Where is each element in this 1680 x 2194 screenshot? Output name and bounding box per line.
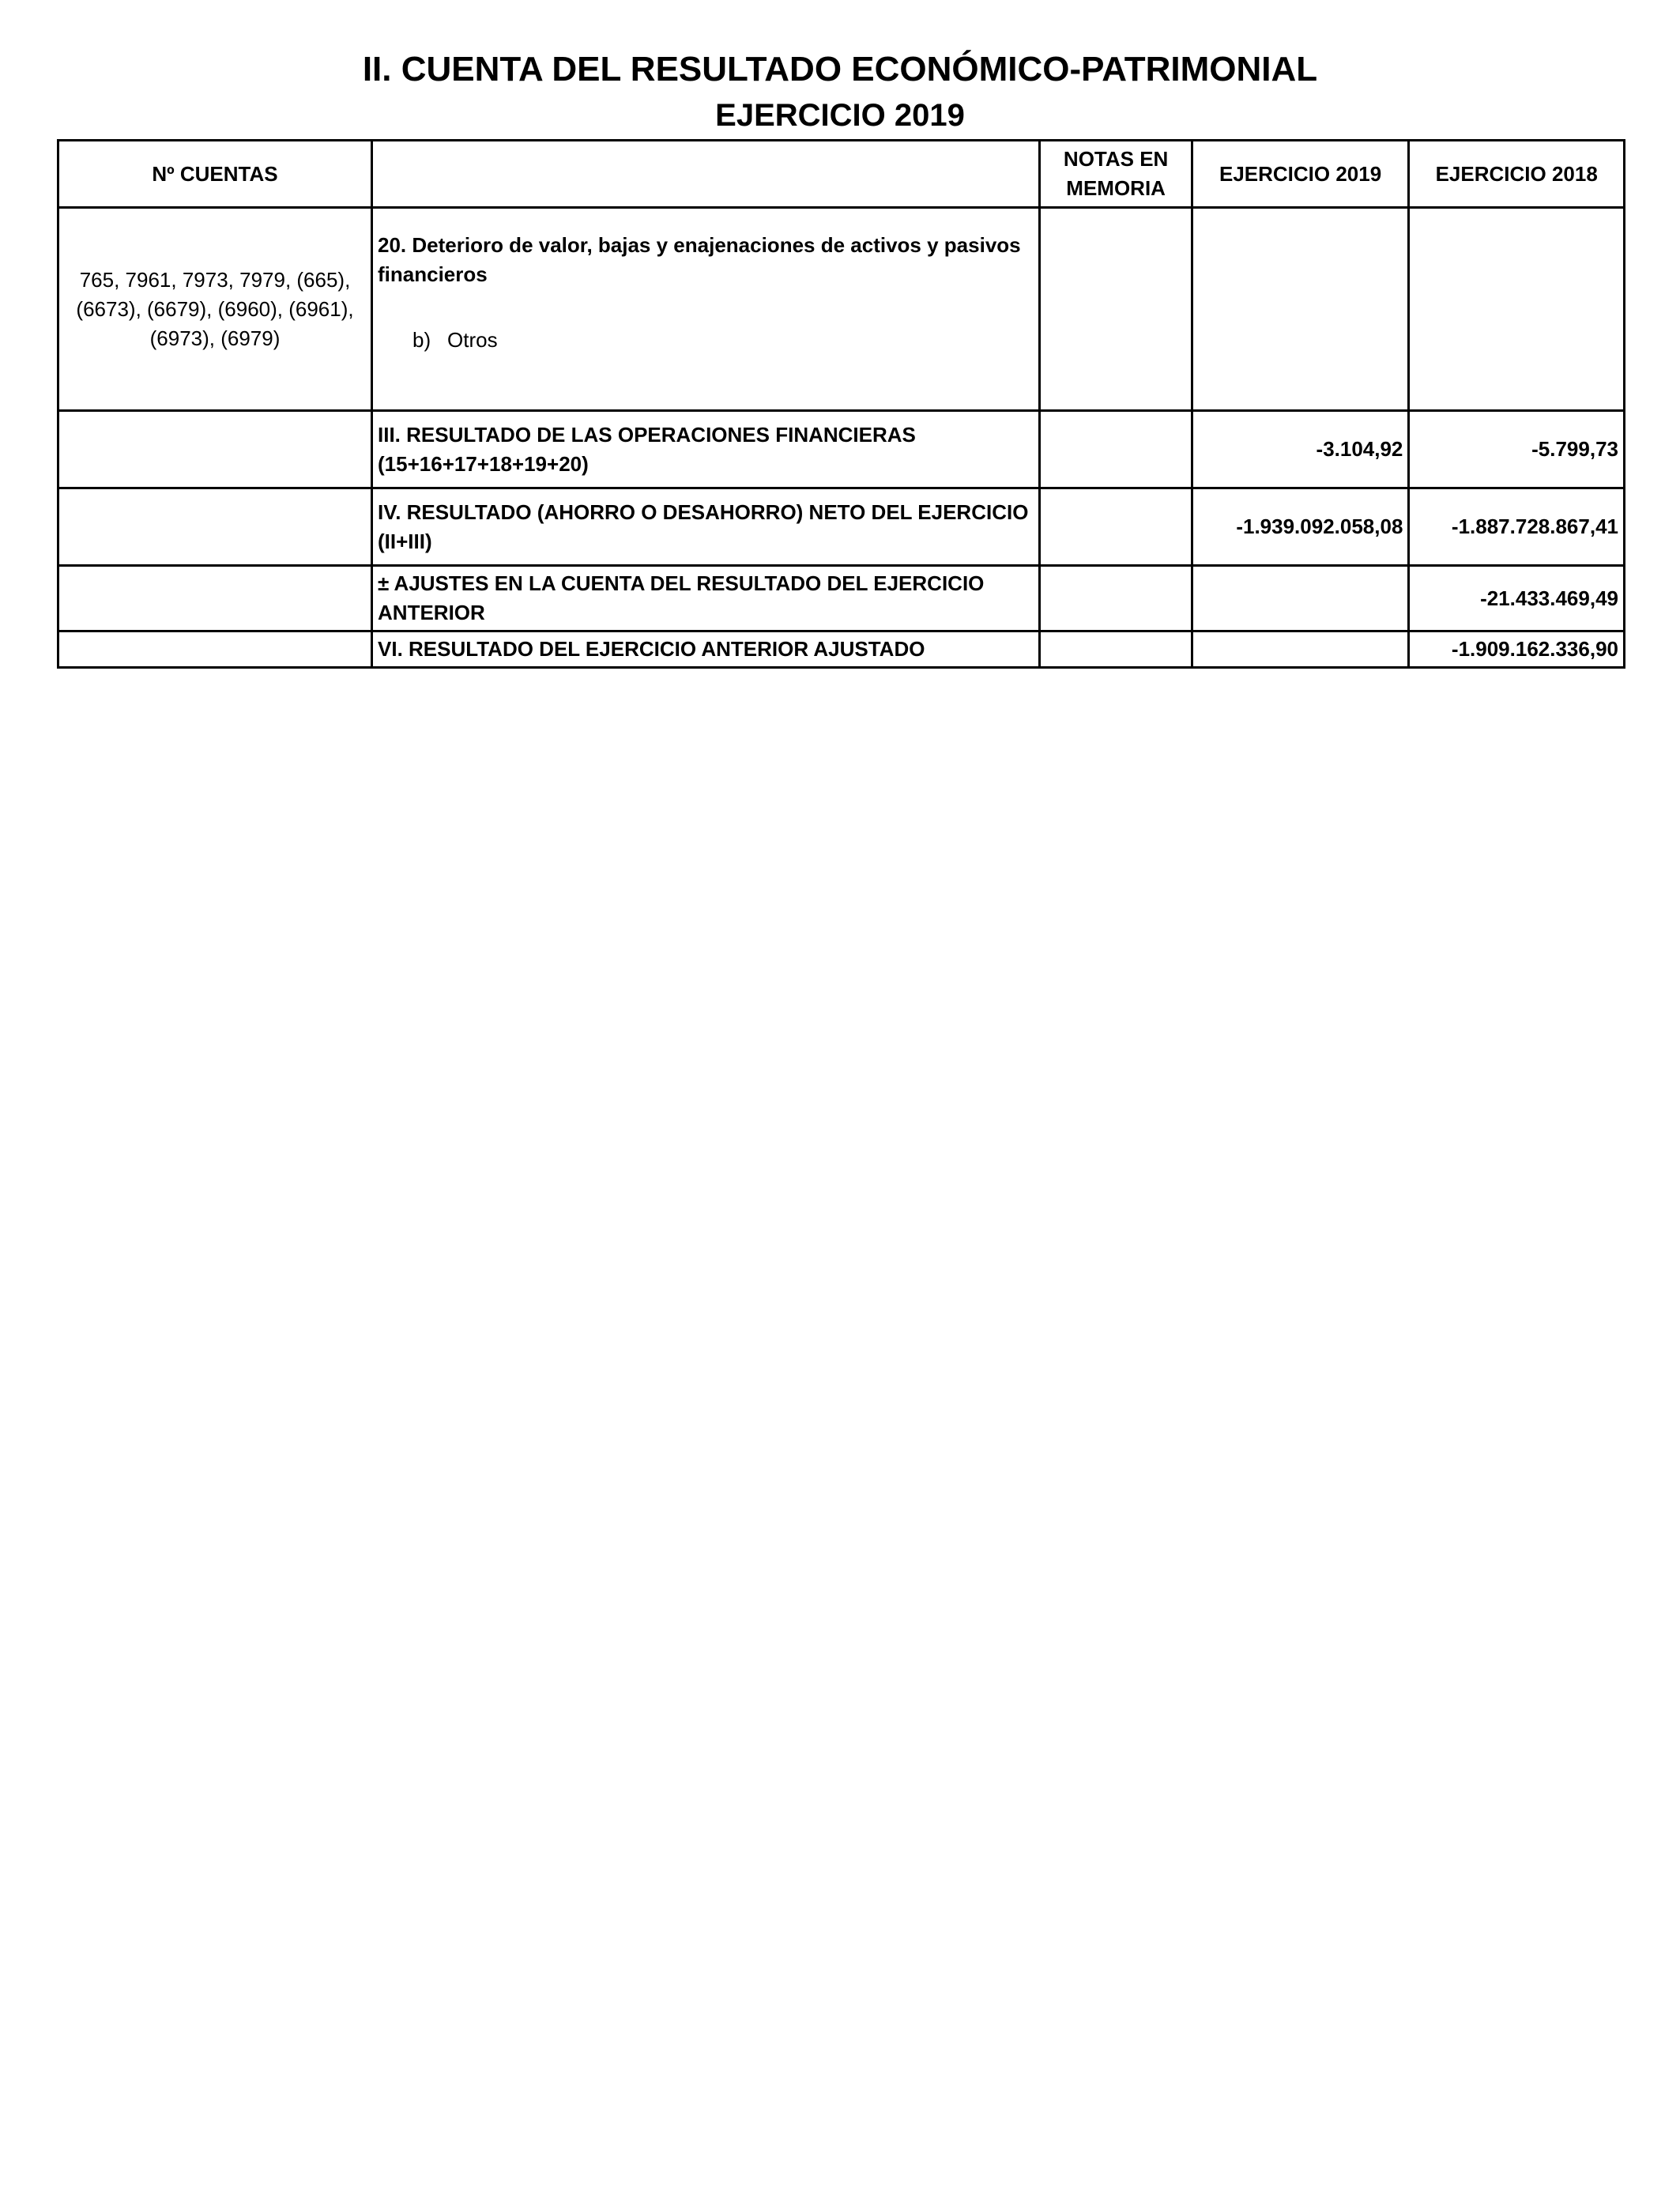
cell-notas — [1040, 411, 1192, 488]
cell-ejercicio-2018: -1.909.162.336,90 — [1409, 631, 1625, 668]
header-ejercicio-2018: EJERCICIO 2018 — [1409, 141, 1625, 208]
header-descripcion — [372, 141, 1040, 208]
table-row — [58, 631, 1625, 668]
cell-descripcion — [372, 208, 1040, 411]
resultado-table — [57, 139, 1625, 669]
table-row — [58, 488, 1625, 566]
table-row — [58, 208, 1625, 411]
cell-cuentas — [58, 488, 372, 566]
cell-ejercicio-2018 — [1409, 208, 1625, 411]
header-cuentas: Nº CUENTAS — [58, 141, 372, 208]
cell-descripcion: VI. RESULTADO DEL EJERCICIO ANTERIOR AJUSTADO — [372, 631, 1040, 668]
table-header-row — [58, 141, 1625, 208]
cell-ejercicio-2018: -21.433.469,49 — [1409, 566, 1625, 631]
cell-cuentas — [58, 566, 372, 631]
item-b-letter: b) — [412, 328, 431, 352]
cell-cuentas: 765, 7961, 7973, 7979, (665), (6673), (6679), (6960), (6961), (6973), (6979) — [58, 208, 372, 411]
cell-ejercicio-2019: -1.939.092.058,08 — [1192, 488, 1409, 566]
cell-notas — [1040, 566, 1192, 631]
item-b-label — [378, 326, 1034, 355]
cell-ejercicio-2018: -5.799,73 — [1409, 411, 1625, 488]
cell-notas — [1040, 631, 1192, 668]
cell-descripcion: ± AJUSTES EN LA CUENTA DEL RESULTADO DEL EJERCICIO ANTERIOR — [372, 566, 1040, 631]
cell-descripcion: IV. RESULTADO (AHORRO O DESAHORRO) NETO DEL EJERCICIO (II+III) — [372, 488, 1040, 566]
cell-descripcion: III. RESULTADO DE LAS OPERACIONES FINANCIERAS (15+16+17+18+19+20) — [372, 411, 1040, 488]
cell-notas — [1040, 208, 1192, 411]
cell-notas — [1040, 488, 1192, 566]
cell-cuentas — [58, 411, 372, 488]
page-subtitle: EJERCICIO 2019 — [715, 98, 965, 133]
header-notas: NOTAS EN MEMORIA — [1040, 141, 1192, 208]
cell-cuentas — [58, 631, 372, 668]
header-ejercicio-2019: EJERCICIO 2019 — [1192, 141, 1409, 208]
cell-ejercicio-2019 — [1192, 631, 1409, 668]
table-row — [58, 566, 1625, 631]
cell-ejercicio-2018: -1.887.728.867,41 — [1409, 488, 1625, 566]
table-row — [58, 411, 1625, 488]
cell-ejercicio-2019 — [1192, 208, 1409, 411]
cell-ejercicio-2019: -3.104,92 — [1192, 411, 1409, 488]
item-20-label: 20. Deterioro de valor, bajas y enajenaciones de activos y pasivos financieros — [378, 233, 1021, 286]
page-title: II. CUENTA DEL RESULTADO ECONÓMICO-PATRIMONIAL — [362, 50, 1318, 89]
item-b-text: Otros — [447, 328, 498, 352]
cell-ejercicio-2019 — [1192, 566, 1409, 631]
